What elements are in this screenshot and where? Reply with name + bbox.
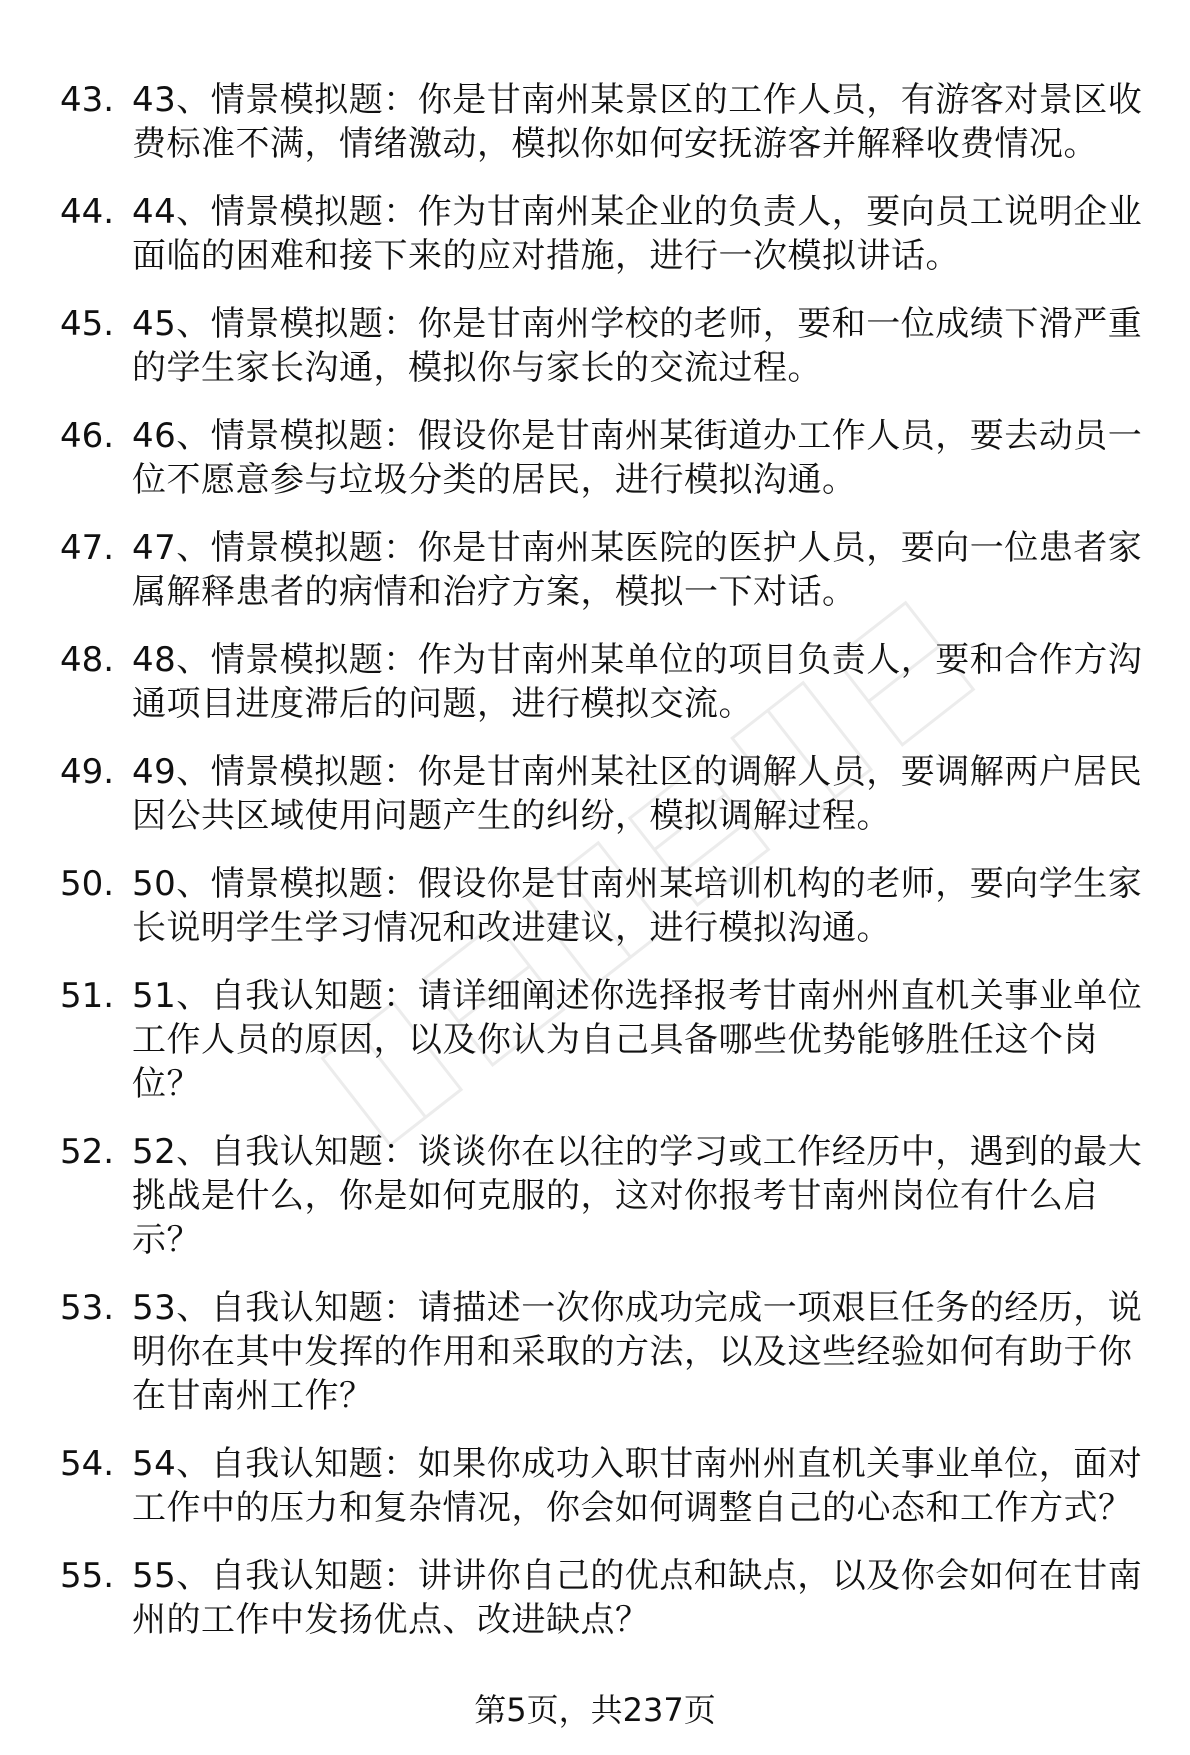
question-item [60, 414, 1160, 502]
question-item [60, 1442, 1160, 1530]
question-number: 55. [60, 1556, 115, 1596]
question-item [60, 862, 1160, 950]
question-text: 50、情景模拟题：假设你是甘南州某培训机构的老师，要向学生家长说明学生学习情况和改进建议，进行模拟沟通。 [132, 864, 1143, 948]
question-text: 51、自我认知题：请详细阐述你选择报考甘南州州直机关事业单位工作人员的原因，以及你认为自己具备哪些优势能够胜任这个岗位？ [132, 976, 1143, 1104]
question-number: 44. [60, 192, 115, 232]
question-number: 48. [60, 640, 115, 680]
question-number: 47. [60, 528, 115, 568]
question-number: 52. [60, 1132, 115, 1172]
question-item [60, 78, 1160, 166]
question-text: 54、自我认知题：如果你成功入职甘南州州直机关事业单位，面对工作中的压力和复杂情况，你会如何调整自己的心态和工作方式？ [132, 1444, 1143, 1528]
question-text: 53、自我认知题：请描述一次你成功完成一项艰巨任务的经历，说明你在其中发挥的作用和采取的方法，以及这些经验如何有助于你在甘南州工作？ [132, 1288, 1143, 1416]
question-number: 54. [60, 1444, 115, 1484]
question-item [60, 302, 1160, 390]
question-number: 50. [60, 864, 115, 904]
question-item [60, 1554, 1160, 1642]
question-number: 51. [60, 976, 115, 1016]
question-item [60, 1286, 1160, 1418]
question-item [60, 974, 1160, 1106]
question-text: 48、情景模拟题：作为甘南州某单位的项目负责人，要和合作方沟通项目进度滞后的问题，进行模拟交流。 [132, 640, 1143, 724]
question-text: 55、自我认知题：讲讲你自己的优点和缺点，以及你会如何在甘南州的工作中发扬优点、改进缺点？ [132, 1556, 1143, 1640]
question-number: 49. [60, 752, 115, 792]
question-number: 46. [60, 416, 115, 456]
question-item [60, 750, 1160, 838]
question-text: 45、情景模拟题：你是甘南州学校的老师，要和一位成绩下滑严重的学生家长沟通，模拟你与家长的交流过程。 [132, 304, 1143, 388]
question-list [60, 78, 1160, 1666]
question-number: 45. [60, 304, 115, 344]
page-number: 第5页，共237页 [474, 1691, 716, 1729]
question-text: 43、情景模拟题：你是甘南州某景区的工作人员，有游客对景区收费标准不满，情绪激动，模拟你如何安抚游客并解释收费情况。 [132, 80, 1143, 164]
question-number: 53. [60, 1288, 115, 1328]
question-item [60, 190, 1160, 278]
question-text: 47、情景模拟题：你是甘南州某医院的医护人员，要向一位患者家属解释患者的病情和治疗方案，模拟一下对话。 [132, 528, 1143, 612]
question-text: 44、情景模拟题：作为甘南州某企业的负责人，要向员工说明企业面临的困难和接下来的应对措施，进行一次模拟讲话。 [132, 192, 1143, 276]
question-text: 46、情景模拟题：假设你是甘南州某街道办工作人员，要去动员一位不愿意参与垃圾分类的居民，进行模拟沟通。 [132, 416, 1143, 500]
question-item [60, 1130, 1160, 1262]
question-text: 49、情景模拟题：你是甘南州某社区的调解人员，要调解两户居民因公共区域使用问题产生的纠纷，模拟调解过程。 [132, 752, 1143, 836]
question-number: 43. [60, 80, 115, 120]
question-item [60, 638, 1160, 726]
question-text: 52、自我认知题：谈谈你在以往的学习或工作经历中，遇到的最大挑战是什么，你是如何克服的，这对你报考甘南州岗位有什么启示？ [132, 1132, 1143, 1260]
question-item [60, 526, 1160, 614]
